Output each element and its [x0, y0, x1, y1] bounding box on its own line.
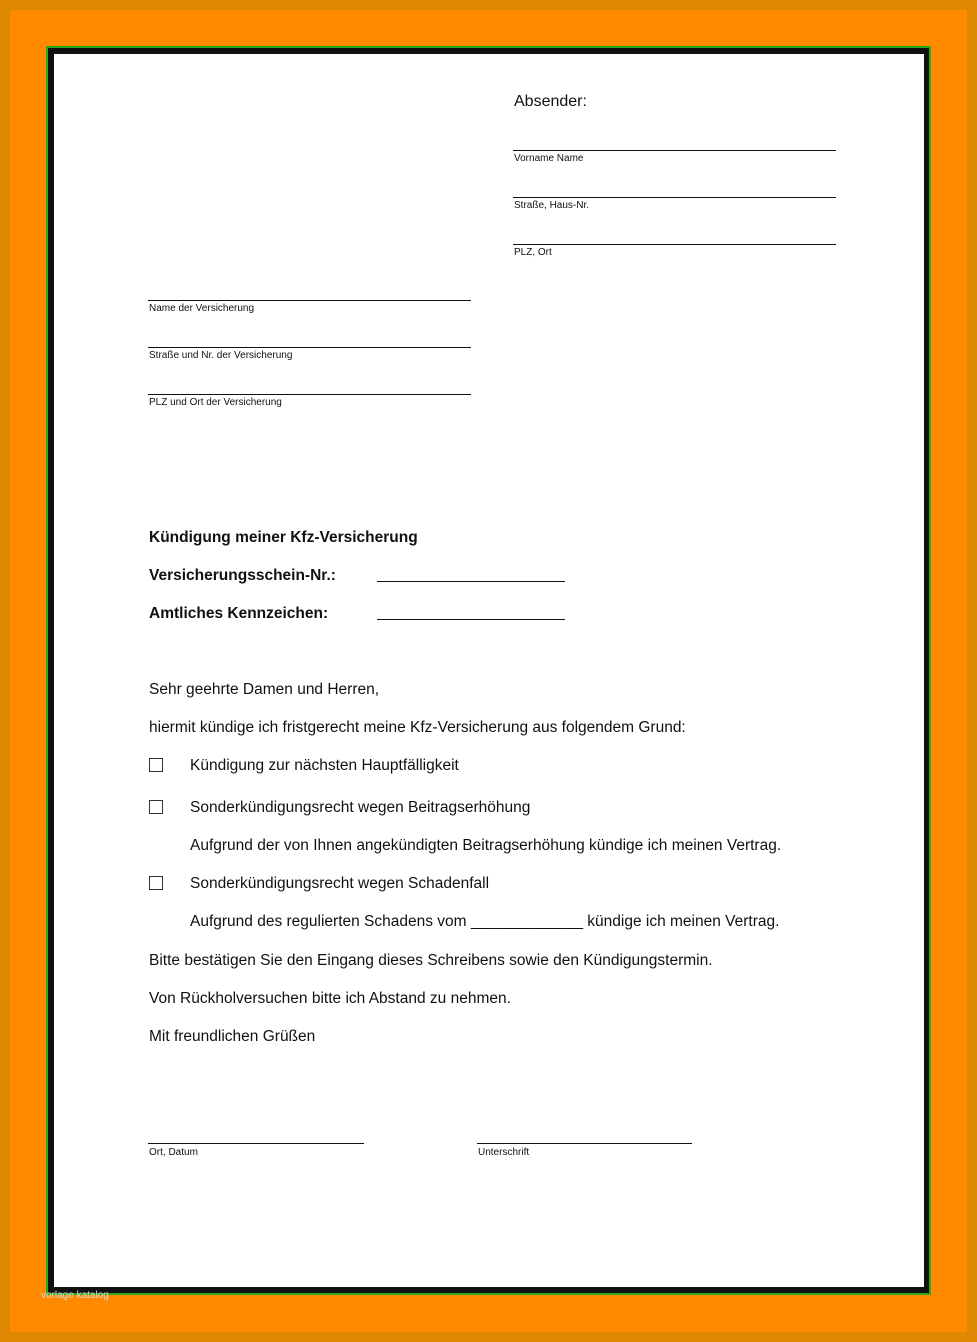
license-plate-label: Amtliches Kennzeichen: [149, 605, 329, 622]
recipient-city-line[interactable] [148, 394, 471, 395]
recipient-name-label: Name der Versicherung [149, 303, 255, 314]
place-date-label: Ort, Datum [149, 1147, 198, 1158]
signature-label: Unterschrift [478, 1147, 530, 1158]
sender-heading: Absender: [514, 93, 587, 110]
option3-detail [190, 913, 779, 931]
option3-detail-post: kündige ich meinen Vertrag. [587, 913, 780, 930]
closing: Mit freundlichen Grüßen [149, 1028, 316, 1045]
option3-checkbox[interactable] [149, 876, 163, 890]
sender-street-line[interactable] [513, 197, 836, 198]
subject-title: Kündigung meiner Kfz-Versicherung [149, 529, 418, 546]
place-date-line[interactable] [148, 1143, 364, 1144]
license-plate-field[interactable] [377, 619, 565, 620]
no-retention-text: Von Rückholversuchen bitte ich Abstand zu nehmen. [149, 990, 511, 1007]
option2-detail: Aufgrund der von Ihnen angekündigten Beitragserhöhung kündige ich meinen Vertrag. [190, 837, 782, 854]
sender-name-line[interactable] [513, 150, 836, 151]
intro-text: hiermit kündige ich fristgerecht meine Kfz-Versicherung aus folgendem Grund: [149, 719, 686, 736]
document-page [54, 54, 924, 1287]
option3-label: Sonderkündigungsrecht wegen Schadenfall [190, 875, 490, 892]
salutation: Sehr geehrte Damen und Herren, [149, 681, 380, 698]
policy-number-label: Versicherungsschein-Nr.: [149, 567, 336, 584]
recipient-street-label: Straße und Nr. der Versicherung [149, 350, 293, 361]
option2-label: Sonderkündigungsrecht wegen Beitragserhöhung [190, 799, 531, 816]
option1-checkbox[interactable] [149, 758, 163, 772]
sender-city-label: PLZ, Ort [514, 247, 552, 258]
damage-date-field[interactable]: _____________ [470, 913, 583, 930]
recipient-street-line[interactable] [148, 347, 471, 348]
option2-checkbox[interactable] [149, 800, 163, 814]
option1-label: Kündigung zur nächsten Hauptfälligkeit [190, 757, 459, 774]
watermark: vorlage katalog [41, 1290, 109, 1301]
confirmation-request: Bitte bestätigen Sie den Eingang dieses Schreibens sowie den Kündigungstermin. [149, 952, 713, 969]
recipient-name-line[interactable] [148, 300, 471, 301]
sender-street-label: Straße, Haus-Nr. [514, 200, 590, 211]
sender-name-label: Vorname Name [514, 153, 584, 164]
recipient-city-label: PLZ und Ort der Versicherung [149, 397, 282, 408]
policy-number-field[interactable] [377, 581, 565, 582]
option3-detail-pre: Aufgrund des regulierten Schadens vom [190, 913, 467, 930]
sender-city-line[interactable] [513, 244, 836, 245]
signature-line[interactable] [477, 1143, 692, 1144]
